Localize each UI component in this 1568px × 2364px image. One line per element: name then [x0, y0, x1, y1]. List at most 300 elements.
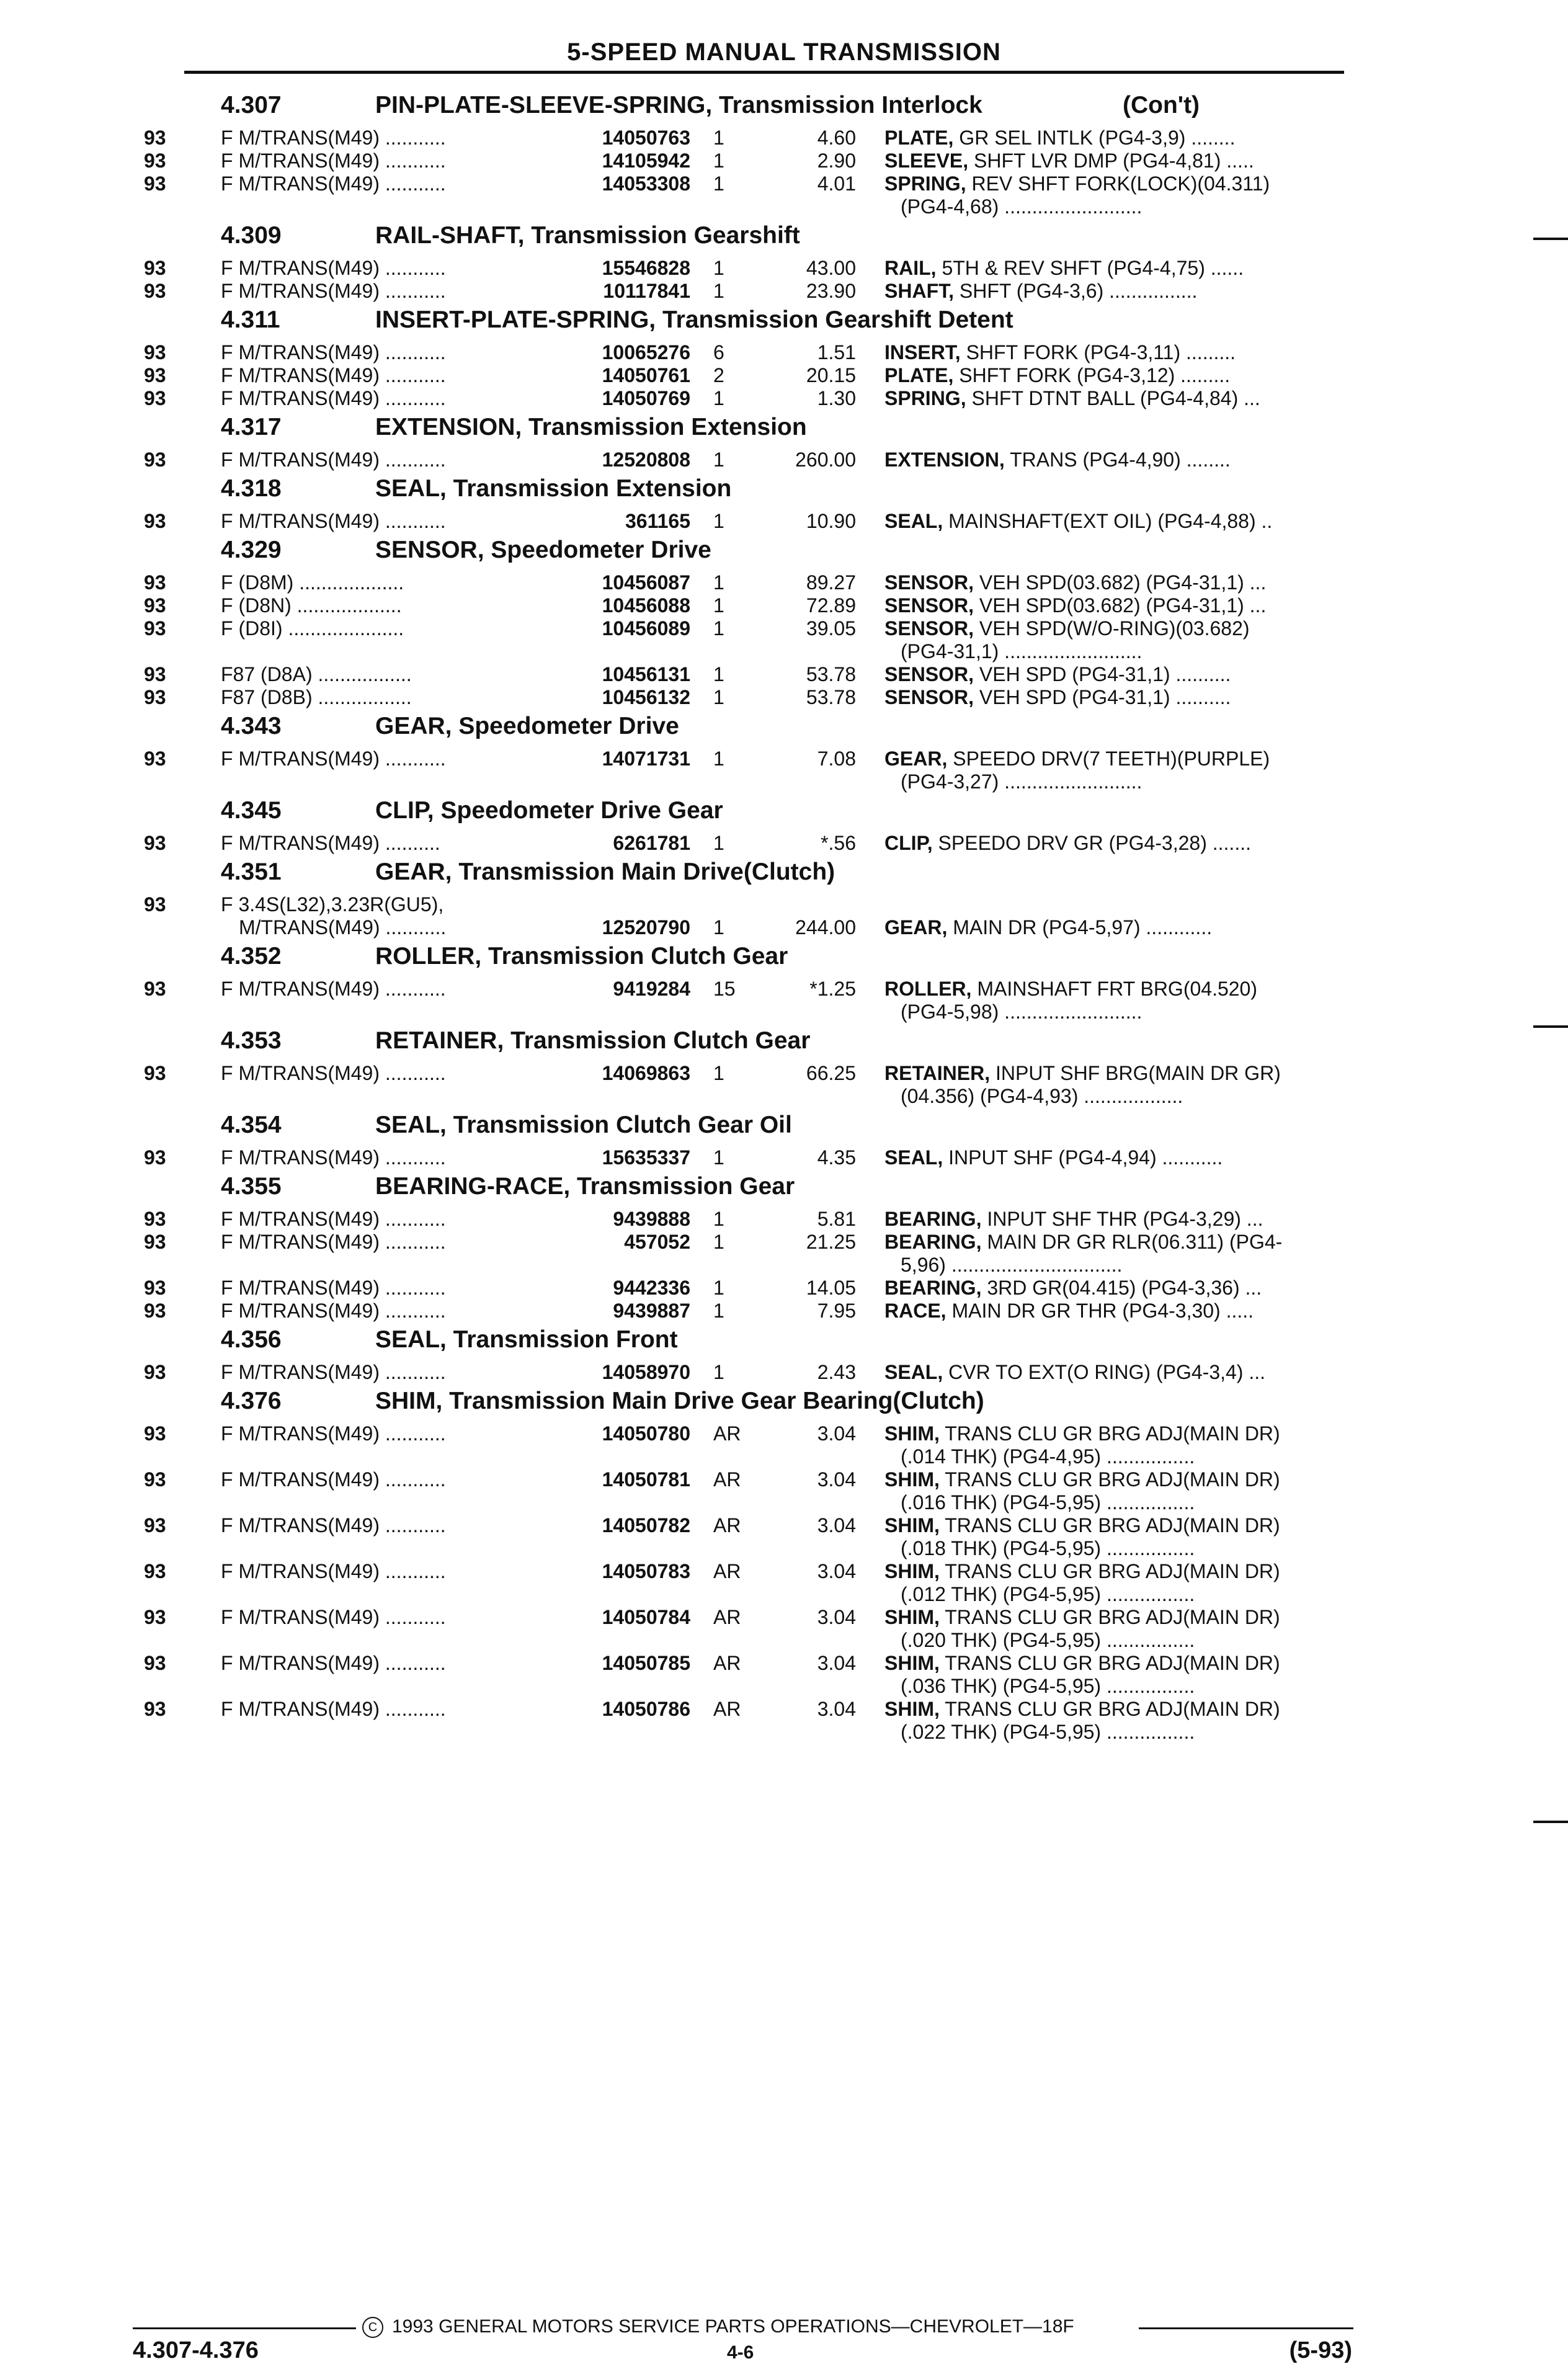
part-noun: RAIL,	[884, 257, 937, 279]
part-number: 9439888	[613, 1208, 690, 1230]
usage-code: F M/TRANS(M49) ...........	[221, 510, 446, 532]
usage-code: F M/TRANS(M49) ...........	[221, 1468, 446, 1491]
section-number: 4.329	[221, 537, 282, 563]
model-year: 93	[144, 978, 166, 1000]
quantity: 1	[713, 280, 724, 302]
part-row	[0, 1514, 1568, 1537]
section-title: SEAL, Transmission Clutch Gear Oil	[375, 1112, 792, 1138]
section-title: SEAL, Transmission Extension	[375, 475, 732, 502]
part-description	[884, 1208, 1263, 1231]
part-number: 10065276	[602, 341, 690, 364]
part-detail: SPEEDO DRV(7 TEETH)(PURPLE)	[947, 747, 1270, 770]
price: 260.00	[795, 448, 856, 471]
part-noun: SEAL,	[884, 1146, 943, 1169]
part-row	[0, 571, 1568, 594]
part-number: 14050761	[602, 364, 690, 386]
usage-code: F M/TRANS(M49) ...........	[221, 1698, 446, 1720]
part-description	[884, 1652, 1280, 1675]
section-heading	[0, 1388, 1568, 1416]
part-description	[884, 149, 1254, 172]
usage-code: F M/TRANS(M49) ...........	[221, 1606, 446, 1628]
part-row	[0, 893, 1568, 916]
usage-code: F M/TRANS(M49) ...........	[221, 1560, 446, 1582]
usage-code: F87 (D8B) .................	[221, 686, 412, 708]
part-detail: TRANS (PG4-4,90) ........	[1004, 448, 1231, 471]
usage-code: F (D8M) ...................	[221, 571, 404, 594]
section-heading	[0, 475, 1568, 504]
model-year: 93	[144, 571, 166, 594]
description-continued: (.014 THK) (PG4-4,95) ................	[901, 1445, 1195, 1468]
section-title: SENSOR, Speedometer Drive	[375, 537, 711, 563]
footer-range: 4.307-4.376	[133, 2337, 259, 2363]
part-description	[884, 1231, 1282, 1254]
section-number: 4.353	[221, 1027, 282, 1054]
quantity: 1	[713, 1361, 724, 1383]
model-year: 93	[144, 1277, 166, 1299]
price: *1.25	[809, 978, 856, 1000]
quantity: 1	[713, 1300, 724, 1322]
price: 244.00	[795, 916, 856, 939]
description-continued: (.020 THK) (PG4-5,95) ................	[901, 1629, 1195, 1651]
part-row	[0, 978, 1568, 1000]
section-heading	[0, 859, 1568, 887]
usage-code: F M/TRANS(M49) ...........	[221, 1062, 446, 1084]
section-heading	[0, 1173, 1568, 1202]
price: 3.04	[817, 1606, 856, 1628]
price: 89.27	[806, 571, 856, 594]
part-description	[884, 1277, 1262, 1300]
price: *.56	[821, 832, 856, 854]
part-noun: BEARING,	[884, 1208, 982, 1230]
price: 3.04	[817, 1698, 856, 1720]
section-title: EXTENSION, Transmission Extension	[375, 414, 807, 440]
part-detail: MAINSHAFT(EXT OIL) (PG4-4,88) ..	[943, 510, 1273, 532]
section-number: 4.343	[221, 713, 282, 739]
part-number: 10456132	[602, 686, 690, 708]
quantity: 1	[713, 832, 724, 854]
section-heading	[0, 414, 1568, 442]
usage-code: F87 (D8A) .................	[221, 663, 412, 685]
model-year: 93	[144, 448, 166, 471]
part-number: 14050763	[602, 127, 690, 149]
part-row	[0, 594, 1568, 617]
section-heading	[0, 1112, 1568, 1140]
part-row	[0, 686, 1568, 708]
footer-date: (5-93)	[1289, 2337, 1352, 2363]
part-detail: SHFT LVR DMP (PG4-4,81) .....	[968, 149, 1254, 172]
part-row	[0, 1361, 1568, 1383]
part-detail: SHFT DTNT BALL (PG4-4,84) ...	[966, 387, 1260, 409]
part-description	[884, 1422, 1280, 1445]
description-continued-row	[0, 770, 1568, 793]
description-continued: (.012 THK) (PG4-5,95) ................	[901, 1583, 1195, 1605]
part-noun: SHIM,	[884, 1468, 940, 1491]
model-year: 93	[144, 1231, 166, 1253]
price: 10.90	[806, 510, 856, 532]
part-description	[884, 1300, 1254, 1323]
section-title: GEAR, Transmission Main Drive(Clutch)	[375, 859, 835, 885]
part-detail: INPUT SHF THR (PG4-3,29) ...	[981, 1208, 1263, 1230]
section-heading	[0, 537, 1568, 565]
part-noun: BEARING,	[884, 1277, 982, 1299]
part-description	[884, 686, 1231, 709]
part-number: 14058970	[602, 1361, 690, 1383]
model-year: 93	[144, 832, 166, 854]
part-description	[884, 510, 1272, 533]
part-noun: SEAL,	[884, 510, 943, 532]
part-number: 15635337	[602, 1146, 690, 1169]
part-description	[884, 387, 1260, 410]
section-number: 4.355	[221, 1173, 282, 1200]
part-number: 14050769	[602, 387, 690, 409]
model-year: 93	[144, 1361, 166, 1383]
description-continued: (PG4-5,98) .........................	[901, 1001, 1143, 1023]
model-year: 93	[144, 364, 166, 386]
part-description	[884, 1146, 1223, 1169]
part-description	[884, 257, 1244, 280]
part-detail: 5TH & REV SHFT (PG4-4,75) ......	[936, 257, 1244, 279]
section-title: ROLLER, Transmission Clutch Gear	[375, 943, 788, 970]
part-number: 14053308	[602, 172, 690, 195]
part-number: 6261781	[613, 832, 690, 854]
usage-code: F M/TRANS(M49) ...........	[221, 149, 446, 172]
model-year: 93	[144, 257, 166, 279]
section-number: 4.345	[221, 797, 282, 824]
part-noun: SENSOR,	[884, 571, 974, 594]
part-row	[0, 1652, 1568, 1674]
part-noun: SENSOR,	[884, 686, 974, 708]
model-year: 93	[144, 686, 166, 708]
part-detail: MAIN DR GR RLR(06.311) (PG4-	[981, 1231, 1283, 1253]
part-noun: EXTENSION,	[884, 448, 1005, 471]
section-continued: (Con't)	[1123, 92, 1200, 118]
part-noun: GEAR,	[884, 916, 948, 939]
section-number: 4.309	[221, 222, 282, 249]
part-description	[884, 364, 1230, 387]
model-year: 93	[144, 594, 166, 617]
description-continued: (.036 THK) (PG4-5,95) ................	[901, 1675, 1195, 1697]
page-title: 5-SPEED MANUAL TRANSMISSION	[567, 38, 1001, 66]
price: 3.04	[817, 1514, 856, 1537]
description-continued: (.016 THK) (PG4-5,95) ................	[901, 1491, 1195, 1514]
part-number: 14050785	[602, 1652, 690, 1674]
section-heading	[0, 943, 1568, 971]
description-continued-row	[0, 1491, 1568, 1514]
section-title: INSERT-PLATE-SPRING, Transmission Gearshift Detent	[375, 306, 1013, 333]
model-year: 93	[144, 387, 166, 409]
part-detail: INPUT SHF BRG(MAIN DR GR)	[990, 1062, 1281, 1084]
section-title: BEARING-RACE, Transmission Gear	[375, 1173, 795, 1200]
part-number: 14071731	[602, 747, 690, 770]
part-number: 14050786	[602, 1698, 690, 1720]
model-year: 93	[144, 617, 166, 640]
part-detail: TRANS CLU GR BRG ADJ(MAIN DR)	[939, 1560, 1280, 1582]
quantity: 1	[713, 510, 724, 532]
part-noun: SHIM,	[884, 1560, 940, 1582]
quantity: 1	[713, 594, 724, 617]
part-detail: VEH SPD(W/O-RING)(03.682)	[974, 617, 1250, 640]
price: 5.81	[817, 1208, 856, 1230]
model-year: 93	[144, 893, 166, 916]
part-row	[0, 127, 1568, 149]
part-description	[884, 280, 1197, 303]
description-continued-row	[0, 1254, 1568, 1276]
price: 53.78	[806, 663, 856, 685]
quantity: AR	[713, 1652, 741, 1674]
part-row	[0, 1062, 1568, 1084]
quantity: 1	[713, 172, 724, 195]
quantity: AR	[713, 1606, 741, 1628]
price: 3.04	[817, 1422, 856, 1445]
part-description	[884, 571, 1266, 594]
section-number: 4.318	[221, 475, 282, 502]
part-detail: MAIN DR GR THR (PG4-3,30) .....	[946, 1300, 1254, 1322]
quantity: 15	[713, 978, 736, 1000]
price: 66.25	[806, 1062, 856, 1084]
part-number: 15546828	[602, 257, 690, 279]
quantity: AR	[713, 1698, 741, 1720]
model-year: 93	[144, 1560, 166, 1582]
quantity: 1	[713, 257, 724, 279]
description-continued-row	[0, 195, 1568, 218]
quantity: AR	[713, 1560, 741, 1582]
model-year: 93	[144, 1208, 166, 1230]
description-continued-row	[0, 1445, 1568, 1468]
part-description	[884, 978, 1257, 1001]
model-year: 93	[144, 747, 166, 770]
part-description	[884, 1468, 1280, 1491]
part-number: 14050783	[602, 1560, 690, 1582]
model-year: 93	[144, 510, 166, 532]
quantity: 2	[713, 364, 724, 386]
usage-code: F M/TRANS(M49) ..........	[221, 832, 440, 854]
part-detail: TRANS CLU GR BRG ADJ(MAIN DR)	[939, 1698, 1280, 1720]
usage-code: F M/TRANS(M49) ...........	[221, 1300, 446, 1322]
part-description	[884, 832, 1251, 855]
part-description	[884, 594, 1266, 617]
price: 39.05	[806, 617, 856, 640]
price: 1.51	[817, 341, 856, 364]
part-number: 14105942	[602, 149, 690, 172]
price: 21.25	[806, 1231, 856, 1253]
part-row	[0, 149, 1568, 172]
quantity: 1	[713, 747, 724, 770]
part-number: 10456131	[602, 663, 690, 685]
quantity: 1	[713, 149, 724, 172]
part-row	[0, 1277, 1568, 1299]
quantity: 1	[713, 663, 724, 685]
description-continued: (04.356) (PG4-4,93) ..................	[901, 1085, 1183, 1107]
part-detail: TRANS CLU GR BRG ADJ(MAIN DR)	[939, 1514, 1280, 1537]
margin-mark	[1533, 1821, 1568, 1823]
price: 7.08	[817, 747, 856, 770]
usage-code: F M/TRANS(M49) ...........	[221, 280, 446, 302]
part-row	[0, 1606, 1568, 1628]
model-year: 93	[144, 127, 166, 149]
section-heading	[0, 1027, 1568, 1056]
quantity: 1	[713, 916, 724, 939]
part-description	[884, 172, 1270, 195]
part-detail: REV SHFT FORK(LOCK)(04.311)	[966, 172, 1270, 195]
quantity: 1	[713, 127, 724, 149]
part-noun: SHAFT,	[884, 280, 954, 302]
quantity: 1	[713, 1208, 724, 1230]
section-number: 4.354	[221, 1112, 282, 1138]
section-heading	[0, 797, 1568, 826]
section-title: PIN-PLATE-SLEEVE-SPRING, Transmission Interlock	[375, 92, 982, 118]
part-detail: TRANS CLU GR BRG ADJ(MAIN DR)	[939, 1468, 1280, 1491]
part-noun: SHIM,	[884, 1514, 940, 1537]
section-heading	[0, 306, 1568, 335]
description-continued-row	[0, 640, 1568, 662]
quantity: 1	[713, 387, 724, 409]
part-row	[0, 257, 1568, 279]
part-number: 10117841	[603, 280, 690, 302]
model-year: 93	[144, 149, 166, 172]
part-detail: VEH SPD (PG4-31,1) ..........	[974, 663, 1231, 685]
part-detail: SHFT FORK (PG4-3,11) .........	[960, 341, 1236, 364]
part-row	[0, 747, 1568, 770]
part-row	[0, 448, 1568, 471]
usage-code: F M/TRANS(M49) ...........	[221, 448, 446, 471]
part-number: 14050781	[602, 1468, 690, 1491]
part-number: 14050780	[602, 1422, 690, 1445]
section-number: 4.352	[221, 943, 282, 970]
model-year: 93	[144, 1606, 166, 1628]
part-noun: ROLLER,	[884, 978, 972, 1000]
price: 1.30	[817, 387, 856, 409]
part-number: 10456089	[602, 617, 690, 640]
part-row	[0, 1468, 1568, 1491]
description-continued-row	[0, 1085, 1568, 1107]
part-description	[884, 127, 1235, 149]
model-year: 93	[144, 1146, 166, 1169]
price: 4.60	[817, 127, 856, 149]
description-continued: (PG4-3,27) .........................	[901, 770, 1143, 793]
part-description	[884, 663, 1231, 686]
model-year: 93	[144, 341, 166, 364]
part-row	[0, 1560, 1568, 1582]
quantity: 1	[713, 571, 724, 594]
price: 3.04	[817, 1652, 856, 1674]
part-noun: SHIM,	[884, 1652, 940, 1674]
part-noun: CLIP,	[884, 832, 933, 854]
part-row	[0, 341, 1568, 364]
part-number: 10456088	[602, 594, 690, 617]
description-continued: (PG4-4,68) .........................	[901, 195, 1143, 218]
model-year: 93	[144, 663, 166, 685]
section-number: 4.311	[221, 306, 280, 333]
price: 4.35	[817, 1146, 856, 1169]
part-row	[0, 387, 1568, 409]
usage-code: F M/TRANS(M49) ...........	[221, 1514, 446, 1537]
part-noun: SENSOR,	[884, 663, 974, 685]
part-noun: INSERT,	[884, 341, 961, 364]
section-heading	[0, 1326, 1568, 1355]
price: 43.00	[806, 257, 856, 279]
part-number: 9419284	[613, 978, 690, 1000]
part-row	[0, 617, 1568, 640]
part-noun: SHIM,	[884, 1698, 940, 1720]
quantity: 1	[713, 448, 724, 471]
model-year: 93	[144, 1514, 166, 1537]
usage-code: F M/TRANS(M49) ...........	[221, 1652, 446, 1674]
part-noun: SHIM,	[884, 1606, 940, 1628]
usage-code: F M/TRANS(M49) ...........	[221, 172, 446, 195]
part-row	[0, 510, 1568, 532]
part-detail: TRANS CLU GR BRG ADJ(MAIN DR)	[939, 1606, 1280, 1628]
part-detail: 3RD GR(04.415) (PG4-3,36) ...	[981, 1277, 1262, 1299]
part-detail: GR SEL INTLK (PG4-3,9) ........	[953, 127, 1236, 149]
part-number: 12520808	[602, 448, 690, 471]
part-description	[884, 617, 1250, 640]
part-detail: SPEEDO DRV GR (PG4-3,28) .......	[932, 832, 1251, 854]
part-noun: RACE,	[884, 1300, 947, 1322]
description-continued-row	[0, 1629, 1568, 1651]
part-row	[0, 172, 1568, 195]
part-row	[0, 1422, 1568, 1445]
part-description	[884, 448, 1231, 471]
section-heading	[0, 92, 1568, 120]
part-number: 9442336	[613, 1277, 690, 1299]
section-heading	[0, 222, 1568, 251]
model-year: 93	[144, 1698, 166, 1720]
usage-code: F (D8I) .....................	[221, 617, 404, 640]
description-continued-row	[0, 1675, 1568, 1697]
part-detail: VEH SPD(03.682) (PG4-31,1) ...	[974, 594, 1267, 617]
part-description	[884, 1062, 1281, 1085]
quantity: 1	[713, 1277, 724, 1299]
quantity: AR	[713, 1514, 741, 1537]
usage-code: F M/TRANS(M49) ...........	[221, 1277, 446, 1299]
part-row	[0, 1208, 1568, 1230]
part-noun: SENSOR,	[884, 594, 974, 617]
price: 4.01	[817, 172, 856, 195]
price: 3.04	[817, 1468, 856, 1491]
margin-mark	[1533, 238, 1568, 240]
part-noun: BEARING,	[884, 1231, 982, 1253]
footer-rule-left	[133, 2327, 356, 2329]
usage-code-continued: M/TRANS(M49) ...........	[239, 916, 447, 939]
part-detail: CVR TO EXT(O RING) (PG4-3,4) ...	[943, 1361, 1266, 1383]
part-noun: PLATE,	[884, 364, 954, 386]
part-number: 12520790	[602, 916, 690, 939]
model-year: 93	[144, 1300, 166, 1322]
part-description	[884, 916, 1212, 939]
part-noun: SHIM,	[884, 1422, 940, 1445]
part-description	[884, 1560, 1280, 1583]
quantity: 1	[713, 686, 724, 708]
part-number: 361165	[625, 510, 690, 532]
description-continued: (.018 THK) (PG4-5,95) ................	[901, 1537, 1195, 1559]
part-description	[884, 341, 1236, 364]
description-continued: (.022 THK) (PG4-5,95) ................	[901, 1721, 1195, 1743]
copyright-text: 1993 GENERAL MOTORS SERVICE PARTS OPERATIONS—CHEVROLET—18F	[392, 2316, 1074, 2337]
usage-code: F M/TRANS(M49) ...........	[221, 1208, 446, 1230]
section-title: GEAR, Speedometer Drive	[375, 713, 679, 739]
part-description	[884, 1514, 1280, 1537]
usage-code: F M/TRANS(M49) ...........	[221, 978, 446, 1000]
footer-copyright	[362, 2316, 1074, 2338]
part-number: 10456087	[602, 571, 690, 594]
part-description	[884, 1606, 1280, 1629]
part-number: 14069863	[602, 1062, 690, 1084]
part-detail: TRANS CLU GR BRG ADJ(MAIN DR)	[939, 1422, 1280, 1445]
section-number: 4.356	[221, 1326, 282, 1353]
price: 23.90	[806, 280, 856, 302]
part-number: 14050782	[602, 1514, 690, 1537]
part-noun: SENSOR,	[884, 617, 974, 640]
